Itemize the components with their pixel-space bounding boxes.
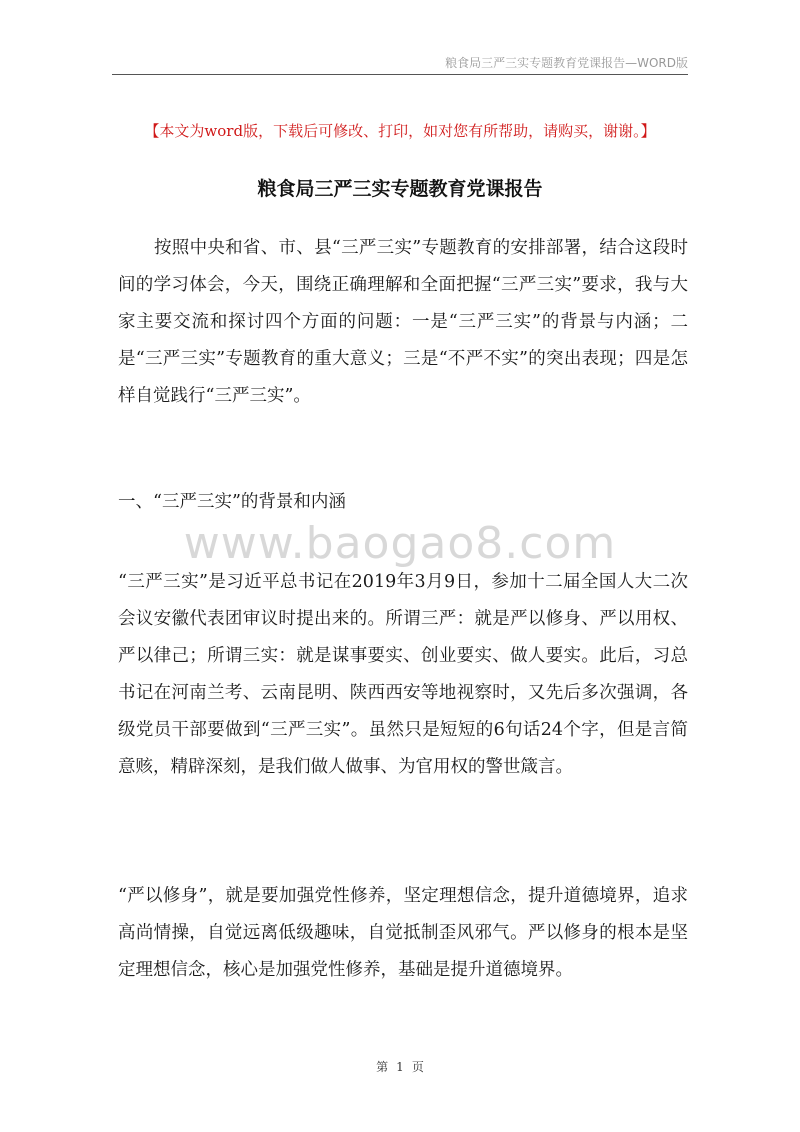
page-suffix: 页 bbox=[411, 1060, 424, 1074]
self-cultivation-paragraph: “严以修身”，就是要加强党性修养，坚定理想信念，提升道德境界，追求高尚情操，自觉远离低级趣味，自觉抵制歪风邪气。严以修身的根本是坚定理想信念，核心是加强党性修养，基础是提升道德境界。 bbox=[118, 886, 688, 980]
background-paragraph: “三严三实”是习近平总书记在2019年3月9日，参加十二届全国人大二次会议安徽代表团审议时提出来的。所谓三严：就是严以修身、严以用权、严以律己；所谓三实：就是谋事要实、创业要实、做人要实。此后，习总书记在河南兰考、云南昆明、陕西西安等地视察时，又先后多次强调，各级党员干部要做到“三严三实”。虽然只是短短的6句话24个字，但是言简意赅，精辟深刻，是我们做人做事、为官用权的警世箴言。 bbox=[118, 572, 688, 777]
document-title: 粮食局三严三实专题教育党课报告 bbox=[257, 178, 543, 200]
watermark: www.baogao8.com bbox=[183, 518, 617, 569]
download-notice: 【本文为word版，下载后可修改、打印，如对您有所帮助，请购买，谢谢。】 bbox=[144, 122, 656, 140]
page-number: 1 bbox=[396, 1060, 404, 1074]
page-footer bbox=[0, 1058, 800, 1075]
running-header: 粮食局三严三实专题教育党课报告—WORD版 bbox=[445, 56, 688, 70]
intro-paragraph: 按照中央和省、市、县“三严三实”专题教育的安排部署，结合这段时间的学习体会，今天，围绕正确理解和全面把握“三严三实”要求，我与大家主要交流和探讨四个方面的问题：一是“三严三实”的背景与内涵；二是“三严三实”专题教育的重大意义；三是“不严不实”的突出表现；四是怎样自觉践行“三严三实”。 bbox=[118, 238, 688, 406]
page-prefix: 第 bbox=[376, 1060, 389, 1074]
header-divider bbox=[112, 74, 688, 75]
section-heading: 一、“三严三实”的背景和内涵 bbox=[118, 492, 346, 512]
